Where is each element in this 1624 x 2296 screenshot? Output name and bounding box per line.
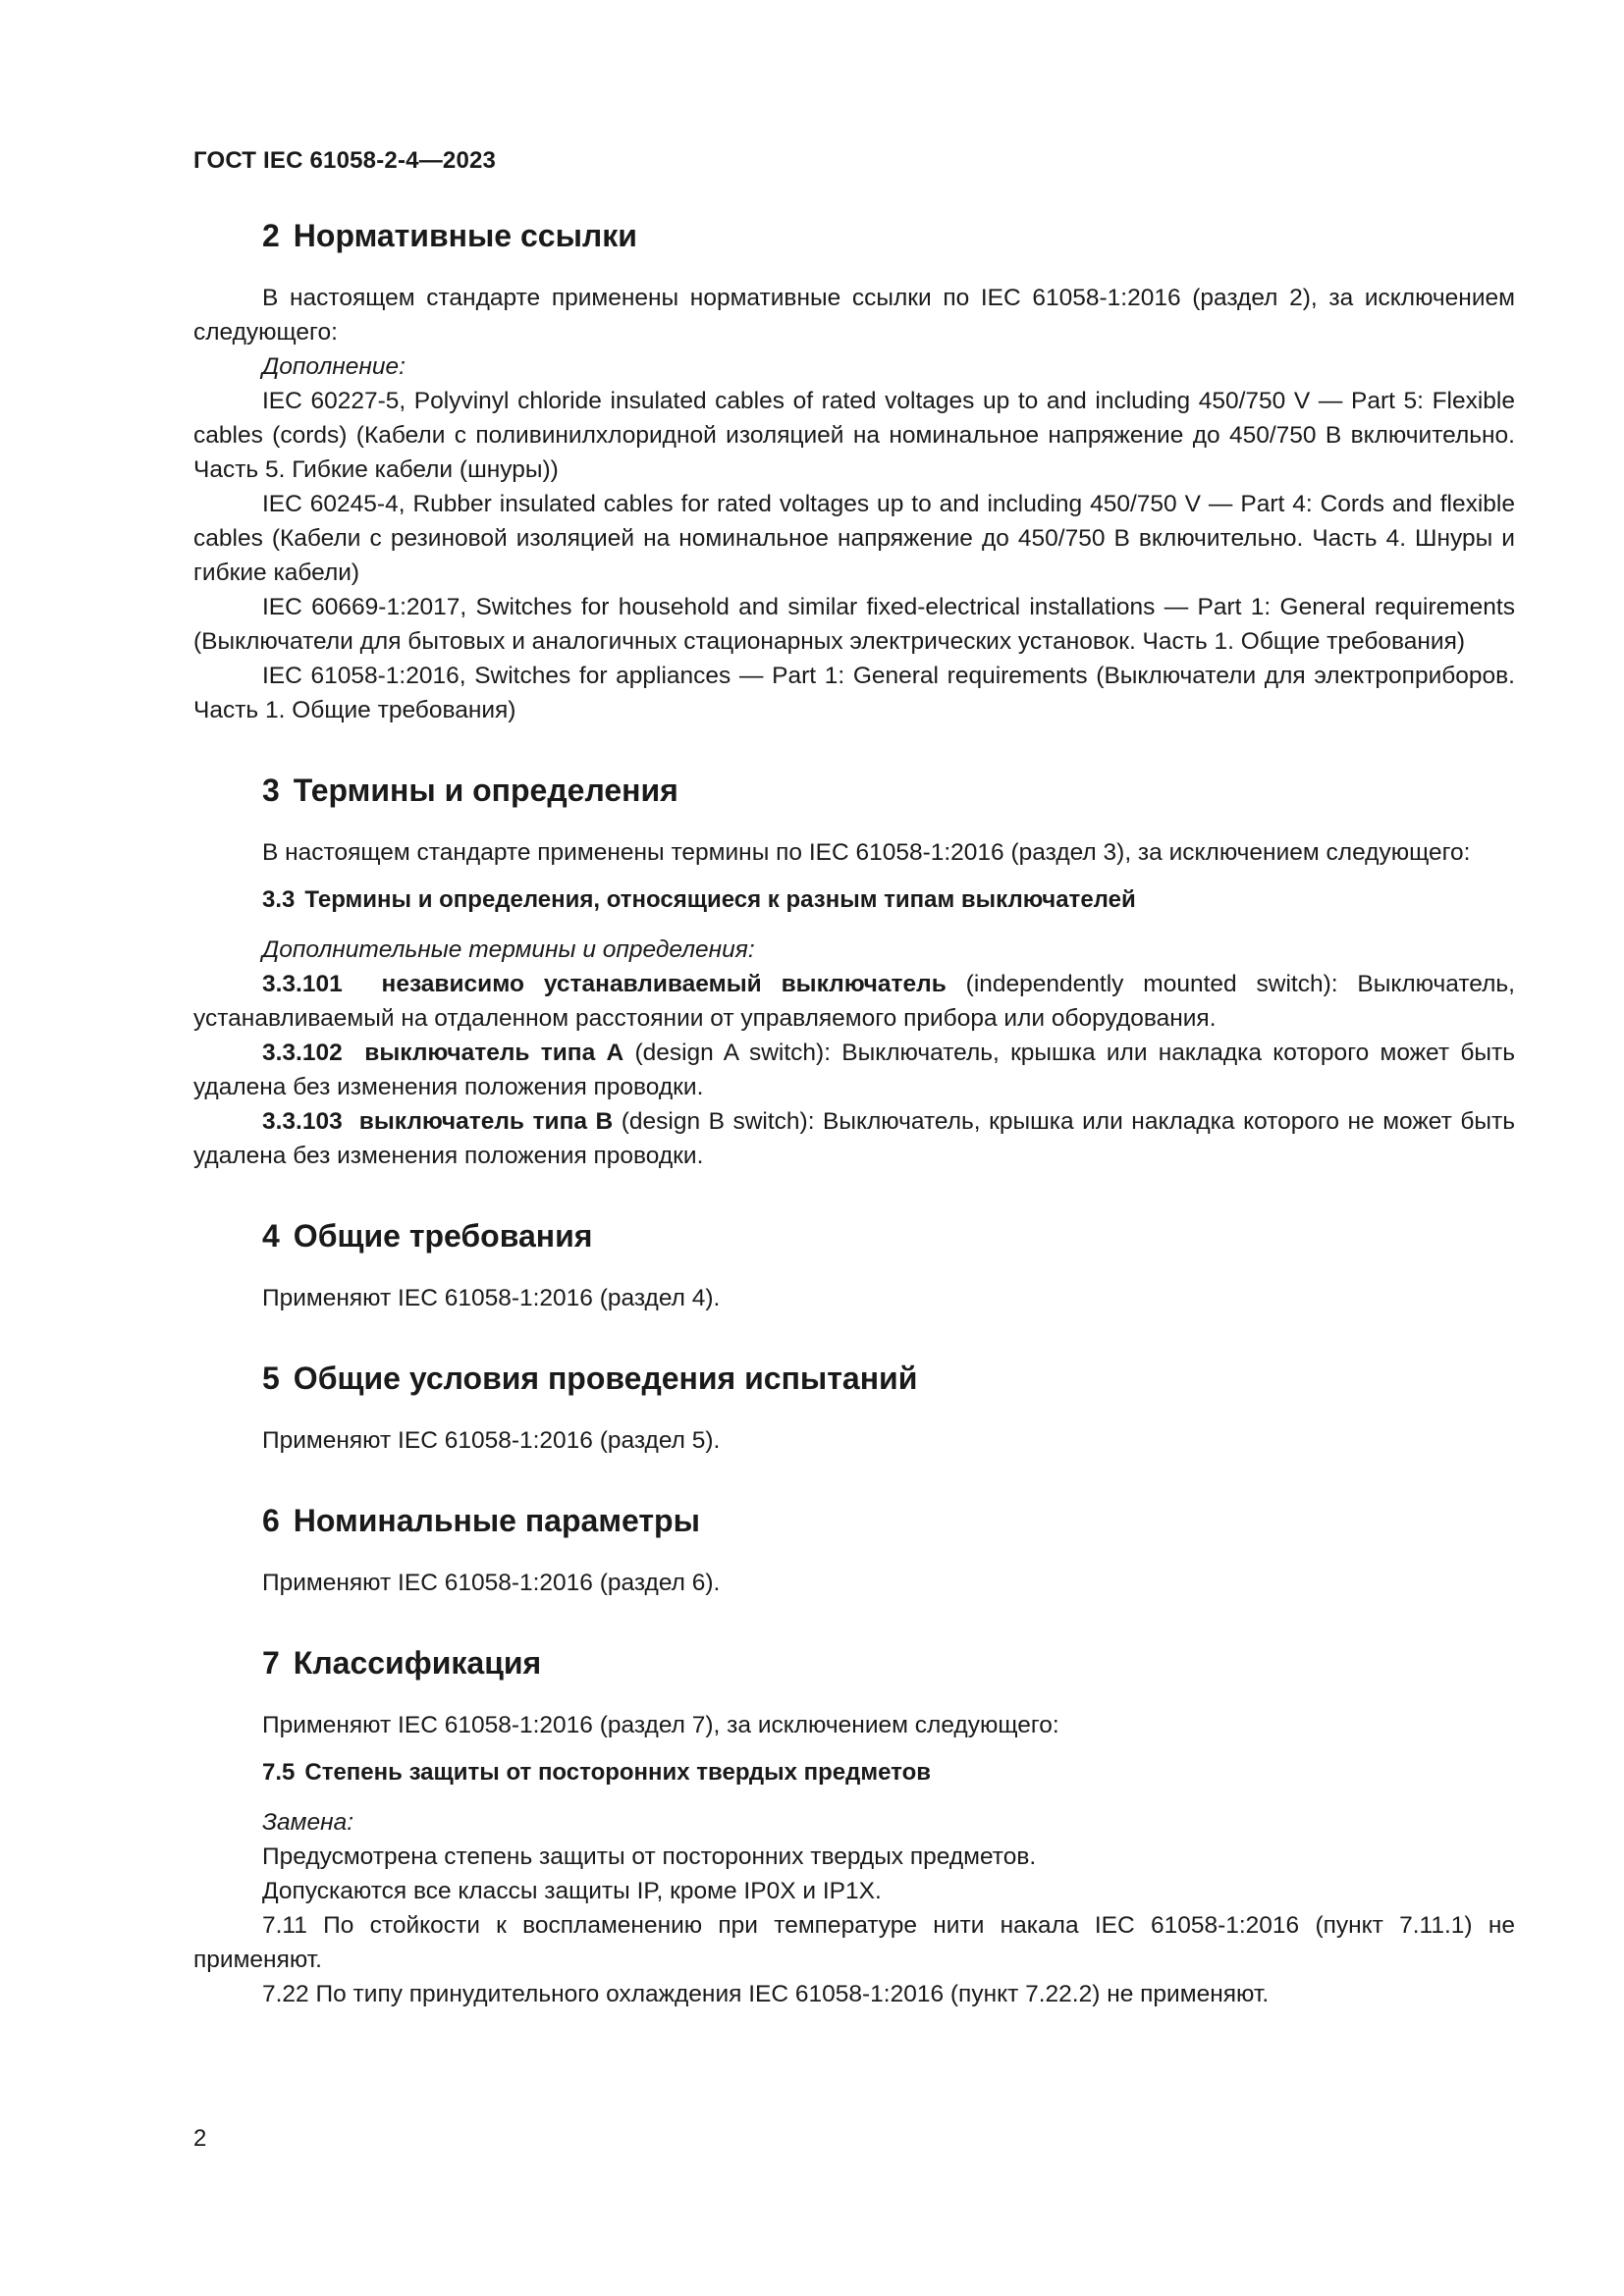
replacement-line: Допускаются все классы защиты IP, кроме IP0X и IP1X. [262, 1878, 882, 1904]
section-number: 2 [262, 218, 280, 253]
section-title: Нормативные ссылки [293, 218, 637, 253]
term-name: выключатель типа А [364, 1040, 624, 1066]
term-text: (independently mounted switch): Выключатель, устанавливаемый на отдаленном расстоянии от управляемого прибора или оборудования. [193, 971, 1515, 1032]
section-title: Номинальные параметры [293, 1503, 700, 1538]
addition-label: Дополнение: [262, 353, 406, 380]
section-2-intro: В настоящем стандарте применены нормативные ссылки по IEC 61058-1:2016 (раздел 2), за исключением следующего: [193, 285, 1515, 346]
section-number: 4 [262, 1218, 280, 1254]
subsection-number: 7.5 [262, 1759, 296, 1786]
clause-7-11: 7.11 По стойкости к воспламенению при температуре нити накала IEC 61058-1:2016 (пункт 7.11.1) не применяют. [193, 1912, 1515, 1973]
section-3-heading [262, 771, 1515, 810]
standard-code: ГОСТ IEC 61058-2-4—2023 [193, 147, 497, 174]
section-title: Термины и определения [293, 773, 678, 808]
replacement-line: Предусмотрена степень защиты от посторонних твердых предметов. [262, 1843, 1037, 1870]
section-5-text: Применяют IEC 61058-1:2016 (раздел 5). [262, 1427, 721, 1454]
term-number: 3.3.102 [262, 1040, 343, 1066]
section-4-text: Применяют IEC 61058-1:2016 (раздел 4). [262, 1285, 721, 1311]
term-definition [193, 1104, 1515, 1173]
section-4-heading [262, 1216, 1515, 1255]
section-2-heading [262, 216, 1515, 255]
subsection-number: 3.3 [262, 886, 296, 913]
term-name: выключатель типа В [358, 1108, 614, 1135]
term-definition [193, 967, 1515, 1036]
section-title: Общие условия проведения испытаний [293, 1361, 918, 1396]
section-title: Общие требования [293, 1218, 593, 1254]
section-7-text: Применяют IEC 61058-1:2016 (раздел 7), за исключением следующего: [262, 1712, 1059, 1738]
subsection-7-5-heading [262, 1756, 1515, 1789]
section-3-intro: В настоящем стандарте применены термины по IEC 61058-1:2016 (раздел 3), за исключением следующего: [262, 839, 1471, 866]
subsection-title: Степень защиты от посторонних твердых предметов [304, 1759, 932, 1786]
subsection-3-3-heading [262, 883, 1515, 917]
term-name: независимо устанавливаемый выключатель [381, 971, 947, 997]
section-number: 7 [262, 1645, 280, 1681]
section-6-heading [262, 1501, 1515, 1540]
section-number: 5 [262, 1361, 280, 1396]
section-number: 3 [262, 773, 280, 808]
page-number: 2 [193, 2125, 207, 2152]
term-number: 3.3.101 [262, 971, 343, 997]
subsection-title: Термины и определения, относящиеся к разным типам выключателей [304, 886, 1136, 913]
reference-item: IEC 61058-1:2016, Switches for appliances — Part 1: General requirements (Выключатели для электроприборов. Часть 1. Общие требования) [193, 663, 1515, 723]
reference-item: IEC 60227-5, Polyvinyl chloride insulated cables of rated voltages up to and including 450/750 V — Part 5: Flexible cables (cords) (Кабели с поливинилхлоридной изоляцией на номинальное напряжение до 450/750 В включительно. Часть 5. Гибкие кабели (шнуры)) [193, 388, 1515, 483]
term-text: (design B switch): Выключатель, крышка или накладка которого не может быть удалена без изменения положения проводки. [193, 1108, 1515, 1169]
additional-terms-label: Дополнительные термины и определения: [262, 936, 755, 963]
replacement-label: Замена: [262, 1809, 353, 1836]
section-number: 6 [262, 1503, 280, 1538]
section-5-heading [262, 1359, 1515, 1398]
document-body [193, 216, 1515, 2011]
reference-item: IEC 60669-1:2017, Switches for household and similar fixed-electrical installations — Part 1: General requirements (Выключатели для бытовых и аналогичных стационарных электрических установок. Часть 1. Общие требования) [193, 594, 1515, 655]
section-7-heading [262, 1643, 1515, 1682]
reference-item: IEC 60245-4, Rubber insulated cables for rated voltages up to and including 450/750 V — Part 4: Cords and flexible cables (Кабели с резиновой изоляцией на номинальное напряжение до 450/750 В включительно. Часть 4. Шнуры и гибкие кабели) [193, 491, 1515, 586]
section-title: Классификация [293, 1645, 542, 1681]
term-text: (design A switch): Выключатель, крышка или накладка которого может быть удалена без изменения положения проводки. [193, 1040, 1515, 1100]
term-number: 3.3.103 [262, 1108, 343, 1135]
section-6-text: Применяют IEC 61058-1:2016 (раздел 6). [262, 1570, 721, 1596]
term-definition [193, 1036, 1515, 1104]
clause-7-22: 7.22 По типу принудительного охлаждения IEC 61058-1:2016 (пункт 7.22.2) не применяют. [262, 1981, 1270, 2007]
